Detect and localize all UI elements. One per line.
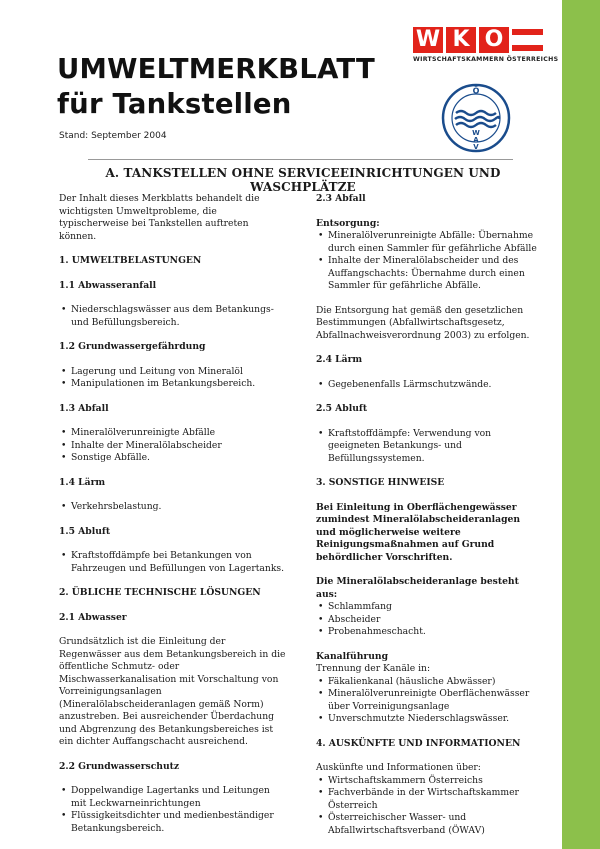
list-item: • Inhalte der Mineralölabscheider (59, 440, 287, 453)
list-s4 (316, 775, 542, 838)
heading-s2-4: 2.4 Lärm (316, 354, 363, 365)
heading-s2-3: 2.3 Abfall (316, 193, 366, 204)
wko-letter-k: K (446, 27, 476, 53)
heading-s1-3: 1.3 Abfall (59, 402, 109, 414)
list-s1-3 (59, 427, 287, 465)
green-side-bar (562, 0, 600, 849)
list-kanal (316, 676, 542, 726)
list-item: • Flüssigkeitsdichter und medienbeständiger Betankungsbereich. (59, 810, 287, 835)
list-s2-4 (316, 379, 542, 392)
heading-s2-5: 2.5 Abluft (316, 403, 368, 414)
list-item: • Sonstige Abfälle. (59, 452, 287, 465)
divider (88, 159, 513, 160)
list-item: • Manipulationen im Betankungsbereich. (59, 378, 287, 391)
heading-s2: 2. ÜBLICHE TECHNISCHE LÖSUNGEN (59, 587, 261, 598)
list-item: • Inhalte der Mineralölabscheider und des Auffangschachts: Übernahme durch einen Sammler für gefährliche Abfälle. (316, 255, 542, 293)
wko-subtitle: WIRTSCHAFTSKAMMERN ÖSTERREICHS (413, 56, 559, 63)
list-item: • Österreichischer Wasser- und Abfallwirtschaftsverband (ÖWAV) (316, 812, 542, 837)
text-s2-1: Grundsätzlich ist die Einleitung der Regenwässer aus dem Betankungsbereich in die öffentliche Schmutz- oder Mischwasserkanalisation mit Vorschaltung von Vorreinigungsanlagen (Mineralölabscheideranlagen gemäß Norm) anzustreben. Bei ausreichender Überdachung und Abgrenzung des Betankungsbereiches ist ein dichter Auffangschacht ausreichend. (59, 636, 286, 747)
list-item: • Kraftstoffdämpfe: Verwendung von geeigneten Betankungs- und Befüllungssystemen. (316, 428, 542, 466)
list-item: • Probenahmeschacht. (316, 626, 542, 639)
text-s3-bold: Bei Einleitung in Oberflächengewässer zumindest Mineralölabscheideranlagen und möglicherweise weitere Reinigungsmaßnahmen auf Grund behördlicher Vorschriften. (316, 501, 521, 563)
heading-s1-1: 1.1 Abwasseranfall (59, 279, 157, 291)
oewav-letter-a: A (473, 136, 479, 144)
wko-letter-o: O (479, 27, 509, 53)
list-item: • Fäkalienkanal (häusliche Abwässer) (316, 676, 542, 689)
section-a-title: A. TANKSTELLEN OHNE SERVICEEINRICHTUNGEN UND WASCHPLÄTZE (105, 166, 501, 194)
wko-flag-bars (512, 27, 543, 53)
heading-s1-5: 1.5 Abluft (59, 525, 111, 537)
entsorgung-label: Entsorgung: (316, 217, 380, 229)
list-item: • Verkehrsbelastung. (59, 501, 287, 514)
heading-s1-2: 1.2 Grundwassergefährdung (59, 341, 206, 352)
stand-date: Stand: September 2004 (59, 131, 167, 141)
list-item: • Wirtschaftskammern Österreichs (316, 775, 542, 788)
heading-s1-4: 1.4 Lärm (59, 476, 106, 488)
text-s2-3: Die Entsorgung hat gemäß den gesetzlichen Bestimmungen (Abfallwirtschaftsgesetz, Abfallnachweisverordnung 2003) zu erfolgen. (316, 304, 530, 341)
list-s1-1 (59, 304, 287, 329)
page-title (57, 52, 375, 122)
heading-s2-2: 2.2 Grundwasserschutz (59, 760, 180, 772)
kanal-text: Trennung der Kanäle in: (316, 663, 431, 674)
oewav-logo (441, 83, 511, 153)
list-item: • Fachverbände in der Wirtschaftskammer Österreich (316, 787, 542, 812)
intro-text: Der Inhalt dieses Merkblatts behandelt die wichtigsten Umweltprobleme, die typischerweise bei Tankstellen auftreten können. (59, 193, 260, 242)
list-s2-3 (316, 230, 542, 293)
list-item: • Lagerung und Leitung von Mineralöl (59, 366, 287, 379)
list-s2-5 (316, 428, 542, 466)
kanal-label: Kanalführung (316, 650, 388, 662)
list-item: • Gegebenenfalls Lärmschutzwände. (316, 379, 542, 392)
list-item: • Schlammfang (316, 601, 542, 614)
list-item: • Unverschmutzte Niederschlagswässer. (316, 713, 542, 726)
title-line-1: UMWELTMERKBLATT (57, 53, 375, 85)
list-item: • Mineralölverunreinigte Abfälle: Übernahme durch einen Sammler für gefährliche Abfälle (316, 230, 542, 255)
list-s3-anlage (316, 601, 542, 639)
heading-s4: 4. AUSKÜNFTE UND INFORMATIONEN (316, 737, 521, 749)
heading-s1: 1. UMWELTBELASTUNGEN (59, 255, 202, 266)
wko-logo (413, 27, 559, 63)
list-item: • Kraftstoffdämpfe bei Betankungen von Fahrzeugen und Befüllungen von Lagertanks. (59, 550, 287, 575)
oewav-letter-v: V (473, 143, 479, 151)
left-column (59, 193, 287, 835)
list-item: • Doppelwandige Lagertanks und Leitungen mit Leckwarneinrichtungen (59, 785, 287, 810)
wko-letter-w: W (413, 27, 443, 53)
list-item: • Abscheider (316, 614, 542, 627)
list-item: • Niederschlagswässer aus dem Betankungs- und Befüllungsbereich. (59, 304, 287, 329)
right-column (316, 193, 542, 837)
anlage-label: Die Mineralölabscheideranlage besteht aus: (316, 576, 519, 600)
oewav-letter-oe: Ö (472, 86, 480, 96)
list-s1-4 (59, 501, 287, 514)
heading-s2-1: 2.1 Abwasser (59, 611, 127, 623)
oewav-letter-w: W (472, 129, 480, 137)
list-s1-5 (59, 550, 287, 575)
list-item: • Mineralölverunreinigte Abfälle (59, 427, 287, 440)
list-s2-2 (59, 785, 287, 835)
text-s4: Auskünfte und Informationen über: (316, 762, 481, 773)
heading-s3: 3. SONSTIGE HINWEISE (316, 477, 445, 488)
title-line-2: für Tankstellen (57, 88, 292, 120)
list-s1-2 (59, 366, 287, 391)
list-item: • Mineralölverunreinigte Oberflächenwässer über Vorreinigungsanlage (316, 688, 542, 713)
